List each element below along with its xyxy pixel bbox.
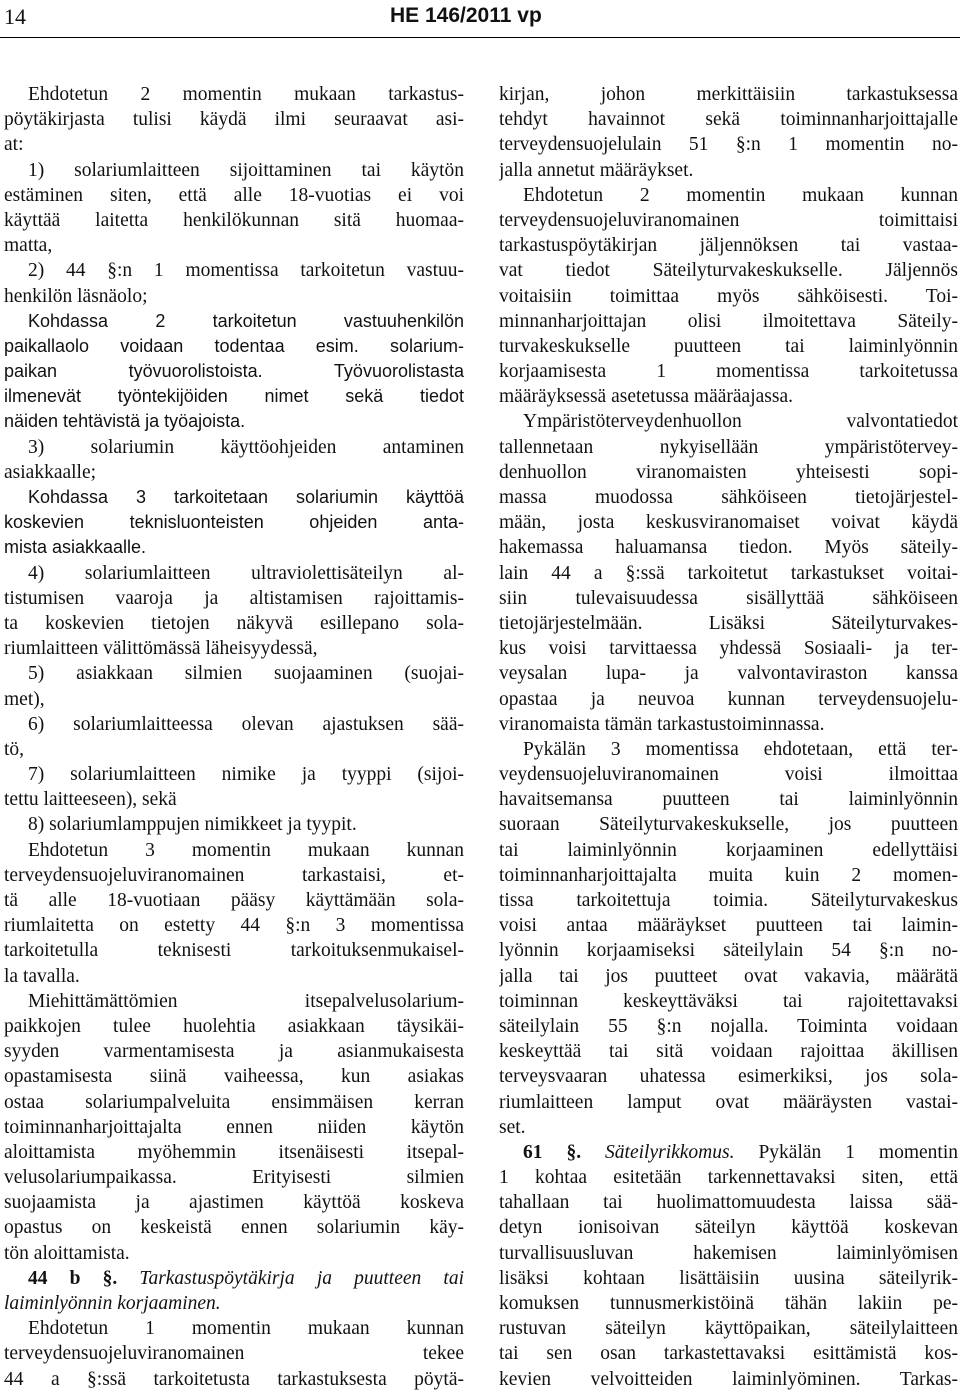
- text-line: tai laiminlyönnin korjaaminen edellyttäisi: [499, 839, 958, 861]
- text-line: tissa tarkoitettuja toimia. Säteilyturvakeskus: [499, 890, 958, 911]
- text-line: tarkoitetulla teknisesti tarkoituksenmukaisel-: [4, 940, 464, 962]
- text-line: säteilylain 55 §:n nojalla. Toiminta voidaan: [499, 1015, 958, 1037]
- text-line: käyttää laitetta henkilökunnan sitä huomaa-: [4, 209, 464, 231]
- text-line: 7) solariumlaitteen nimike ja tyyppi (sijoi-: [28, 764, 464, 786]
- section-title: Säteilyrikkomus.: [581, 1141, 735, 1163]
- text-line: Ehdotetun 1 momentin mukaan kunnan: [28, 1318, 464, 1340]
- text-line: Kohdassa 2 tarkoitetun vastuuhenkilön: [28, 310, 464, 331]
- left-text-column: [4, 82, 464, 1392]
- text-line: toiminnanharjoittajalta ennen niiden käytön: [4, 1116, 464, 1138]
- text-line: komuksen tunnusmerkistöinä tähän lakiin pe-: [499, 1293, 958, 1314]
- text-line: toiminnan keskeyttäväksi tai rajoitettavaksi: [499, 990, 958, 1012]
- section-number: 61 §.: [523, 1141, 582, 1163]
- document-reference: HE 146/2011 vp: [390, 4, 542, 27]
- text-line: [4, 1266, 464, 1291]
- text-line: tettu laitteeseen), sekä: [4, 789, 177, 811]
- text-line: terveydensuojeluviranomainen tarkastaisi, et-: [4, 864, 464, 886]
- text-line: voitaisiin toimittaa myös sähköisesti. Toi-: [499, 285, 958, 307]
- right-text-column: [499, 82, 958, 1392]
- text-line: aloittamista myöhemmin itsenäisesti itsepal-: [4, 1141, 464, 1163]
- text-line: terveysvaaran uhatessa esimerkiksi, jos sola-: [499, 1066, 958, 1088]
- section-title: laiminlyönnin korjaaminen.: [4, 1293, 221, 1314]
- text-line: määräyksessä asetetussa määräajassa.: [499, 386, 793, 408]
- text-line: veysalan lupa- ja valvontaviraston kanssa: [499, 663, 958, 685]
- text-line: Pykälän 3 momentissa ehdotetaan, että ter-: [523, 738, 958, 760]
- text-line: terveydensuojeluviranomainen tekee: [4, 1343, 464, 1365]
- text-line: vat tiedot Säteilyturvakeskukselle. Jäljennös: [499, 260, 958, 282]
- text-line: Ehdotetun 2 momentin mukaan tarkastus-: [28, 84, 464, 105]
- text-line: riumlaitteen lamput ovat määräysten vastai-: [499, 1091, 958, 1113]
- text-line: denhuollon viranomaisten yhteisesti sopi-: [499, 461, 958, 483]
- text-line: paikan työvuorolistoista. Työvuorolistasta: [4, 361, 464, 382]
- text-line: 5) asiakkaan silmien suojaaminen (suojai-: [28, 663, 464, 685]
- text-line: keskeyttää tai sitä voidaan rajoittaa äkillisen: [499, 1041, 958, 1063]
- text-line: toiminnanharjoittajalta muita kuin 2 momen-: [499, 864, 958, 886]
- text-line: tistumisen vaaroja ja altistamisen rajoittamis-: [4, 587, 464, 609]
- text-line: 3) solariumin käyttöohjeiden antaminen: [28, 436, 464, 458]
- text-line: opastamisesta siinä vaiheessa, kun asiakas: [4, 1066, 464, 1088]
- text-line: voisi antaa määräykset puutteen tai laimin-: [499, 915, 958, 937]
- text-line: 1) solariumlaitteen sijoittaminen tai käytön: [28, 159, 464, 181]
- page-header: [0, 0, 960, 36]
- page-number: 14: [4, 4, 26, 29]
- text-line: set.: [499, 1116, 526, 1138]
- text-line: ilmenevät työntekijöiden nimet sekä tiedot: [4, 386, 464, 407]
- text-line: mista asiakkaalle.: [4, 537, 147, 558]
- text-line: 8) solariumlamppujen nimikkeet ja tyypit.: [28, 814, 357, 836]
- text-line: lyönnin korjaamiseksi säteilylain 54 §:n no-: [499, 940, 958, 962]
- text-line: 44 a §:ssä tarkoitetusta tarkastuksesta pöytä-: [4, 1368, 464, 1390]
- text-line: opastus on keskeistä ennen solariumin käy-: [4, 1217, 464, 1239]
- section-number: 44 b §.: [28, 1267, 118, 1289]
- text-line: suojaamista ja ajastimen käyttöä koskeva: [4, 1192, 464, 1214]
- text-line: tai sen osan tarkastettavaksi esittämistä kos-: [499, 1343, 958, 1365]
- text-line: minnanharjoittajan olisi ilmoitettava Säteily-: [499, 310, 958, 332]
- text-line: kirjan, johon merkittäisiin tarkastuksessa: [499, 84, 958, 105]
- text-line: Miehittämättömien itsepalvelusolarium-: [28, 990, 464, 1012]
- text-line: Ympäristöterveydenhuollon valvontatiedot: [523, 411, 958, 433]
- text-line: 2) 44 §:n 1 momentissa tarkoitetun vastuu-: [28, 260, 464, 282]
- text-line: pöytäkirjasta tulisi käydä ilmi seuraavat asi-: [4, 109, 464, 131]
- text-line: turvakeskukselle puutteen tai laiminlyönnin: [499, 335, 958, 357]
- text-line: Kohdassa 3 tarkoitetaan solariumin käyttöä: [28, 487, 464, 507]
- text-line: met),: [4, 688, 45, 710]
- text-line: korjaamisesta 1 momentissa tarkoitetussa: [499, 361, 958, 383]
- text-line: tön aloittamista.: [4, 1242, 130, 1264]
- text-line: tö,: [4, 738, 25, 760]
- text-line: rustuvan säteilyn käyttöpaikan, säteilylaitteen: [499, 1318, 958, 1340]
- text-line: siin tulevaisuudessa sisällyttää sähköiseen: [499, 587, 958, 609]
- text-line: Ehdotetun 3 momentin mukaan kunnan: [28, 839, 464, 861]
- text-line: syyden varmentamisesta ja asianmukaisesta: [4, 1041, 464, 1063]
- text-line: at:: [4, 134, 24, 156]
- text-line: tietojärjestelmään. Lisäksi Säteilyturvakes-: [499, 612, 958, 634]
- text-line: riumlaitteen välittömässä läheisyydessä,: [4, 638, 318, 660]
- text-line: matta,: [4, 235, 53, 257]
- text-line: velusolariumpaikassa. Erityisesti silmien: [4, 1167, 464, 1189]
- text-line: henkilön läsnäolo;: [4, 285, 148, 307]
- text-line: detyn ionisoivan säteilyn käyttöä koskevan: [499, 1217, 958, 1239]
- text-line: tä alle 18-vuotiaan pääsy käyttämään sola-: [4, 890, 464, 911]
- text-line: koskevien teknisluonteisten ohjeiden anta-: [4, 512, 464, 533]
- text-line: mään, josta keskusviranomaiset voivat käydä: [499, 512, 958, 534]
- text-line: lisäksi kohtaan lisättäisiin uusina säteilyrik-: [499, 1267, 958, 1289]
- text-line: tallennetaan nykyisellään ympäristötervey-: [499, 436, 958, 458]
- text-line: 6) solariumlaitteessa olevan ajastuksen sää-: [28, 713, 464, 735]
- text-line: tarkastuspöytäkirjan jäljennöksen tai vastaa-: [499, 235, 958, 257]
- text-line: havaitsemansa puutteen tai laiminlyönnin: [499, 789, 958, 811]
- text-line: kevien velvoitteiden laiminlyöminen. Tarkas-: [499, 1368, 958, 1390]
- text-line: massa muodossa sähköiseen tietojärjestel-: [499, 487, 958, 508]
- text-line: turvallisuusluvan hakemisen laiminlyömisen: [499, 1242, 958, 1264]
- text-line: viranomaista tämän tarkastustoiminnassa.: [499, 713, 825, 735]
- text-line: asiakkaalle;: [4, 461, 97, 483]
- text-line: ostaa solariumpalveluita ensimmäisen kerran: [4, 1091, 464, 1113]
- text-line: 61 §. Säteilyrikkomus. Pykälän 1 momentin: [523, 1141, 958, 1163]
- text-line: 4) solariumlaitteen ultraviolettisäteilyn al-: [28, 562, 464, 584]
- text-line: veydensuojeluviranomainen voisi ilmoittaa: [499, 764, 958, 786]
- text-line: lain 44 a §:ssä tarkoitetut tarkastukset voitai-: [499, 562, 958, 584]
- text-line: Ehdotetun 2 momentin mukaan kunnan: [523, 184, 958, 206]
- text-line: ta koskevien tietojen näkyvä esillepano sola-: [4, 612, 464, 634]
- text-line: tahallaan tai huolimattomuudesta laissa sää-: [499, 1192, 958, 1214]
- text-line: tehdyt havainnot sekä toiminnanharjoittajalle: [499, 109, 958, 131]
- header-rule: [0, 37, 960, 38]
- text-line: paikkojen tulee huolehtia asiakkaan täysikäi-: [4, 1015, 464, 1037]
- text-line: terveydensuojelulain 51 §:n 1 momentin no-: [499, 134, 958, 156]
- text-line: opastaa ja neuvoa kunnan terveydensuojelu-: [499, 688, 958, 710]
- text-line: hakemassa haluamansa tiedon. Myös säteily-: [499, 537, 958, 559]
- text-line: suoraan Säteilyturvakeskukselle, jos puutteen: [499, 814, 958, 836]
- text-line: jalla tai jos puutteet ovat vakavia, määrätä: [499, 965, 958, 987]
- text-line: estäminen siten, että alle 18-vuotias ei voi: [4, 184, 464, 206]
- text-line: la tavalla.: [4, 965, 80, 987]
- text-line: paikallaolo voidaan todentaa esim. solarium-: [4, 335, 464, 356]
- text-line: kus voisi tarvittaessa yhdessä Sosiaali- ja ter-: [499, 638, 958, 660]
- text-line: terveydensuojeluviranomainen toimittaisi: [499, 209, 958, 231]
- text-line: [4, 1291, 464, 1316]
- text-line: riumlaitetta on estetty 44 §:n 3 momentissa: [4, 915, 464, 937]
- section-title: Tarkastuspöytäkirja ja puutteen tai: [117, 1267, 464, 1289]
- text-line: jalla annetut määräykset.: [499, 159, 694, 181]
- text-line: 1 kohtaa esitetään tarkennettavaksi siten, että: [499, 1167, 958, 1189]
- text-line: näiden tehtävistä ja työajoista.: [4, 411, 246, 432]
